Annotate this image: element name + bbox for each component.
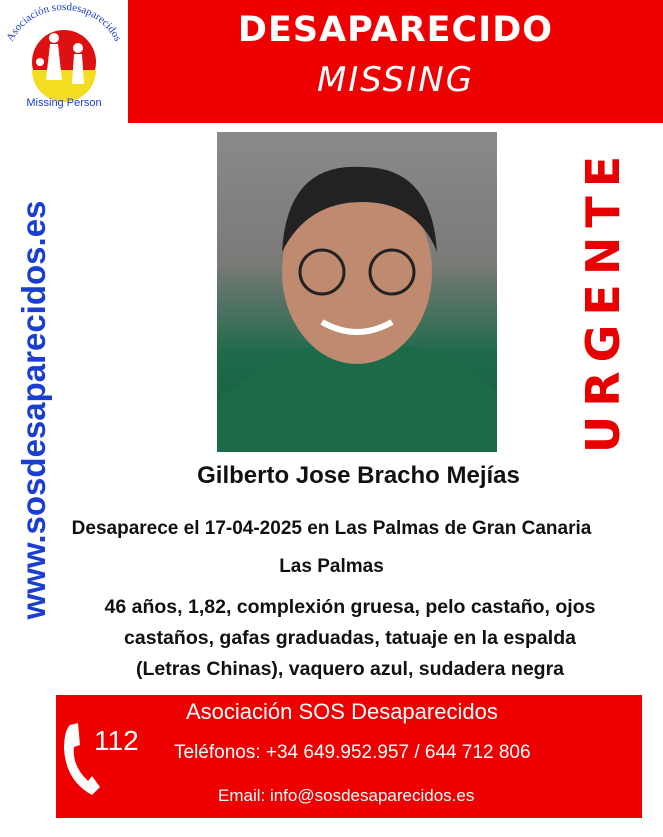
physical-description — [20, 592, 663, 685]
association-logo — [0, 0, 128, 123]
description-line: 46 años, 1,82, complexión gruesa, pelo castaño, ojos — [104, 596, 596, 618]
person-photo — [217, 132, 497, 452]
disappearance-info: Desaparece el 17-04-2025 en Las Palmas de Gran Canaria — [71, 518, 592, 539]
organization-name: Asociación SOS Desaparecidos — [186, 699, 498, 724]
logo-caption: Missing Person — [26, 97, 102, 109]
contact-box — [56, 695, 642, 818]
person-name: Gilberto Jose Bracho Mejías — [197, 462, 520, 489]
emergency-number: 112 — [94, 725, 139, 756]
website-link[interactable]: www.sosdesaparecidos.es — [15, 200, 52, 620]
person-portrait-icon — [217, 132, 497, 452]
urgent-label: URGENTE — [576, 146, 630, 454]
header-title: DESAPARECIDO — [237, 10, 554, 50]
header-banner — [128, 0, 663, 123]
description-line: (Letras Chinas), vaquero azul, sudadera negra — [135, 658, 565, 680]
logo-arc-text: Asociación sosdesaparecidos — [4, 0, 124, 44]
email-address[interactable]: Email: info@sosdesaparecidos.es — [218, 786, 475, 805]
province: Las Palmas — [279, 556, 384, 577]
phone-numbers[interactable]: Teléfonos: +34 649.952.957 / 644 712 806 — [174, 742, 531, 763]
description-line: castaños, gafas graduadas, tatuaje en la espalda — [124, 627, 576, 649]
header-subtitle: MISSING — [316, 60, 475, 100]
